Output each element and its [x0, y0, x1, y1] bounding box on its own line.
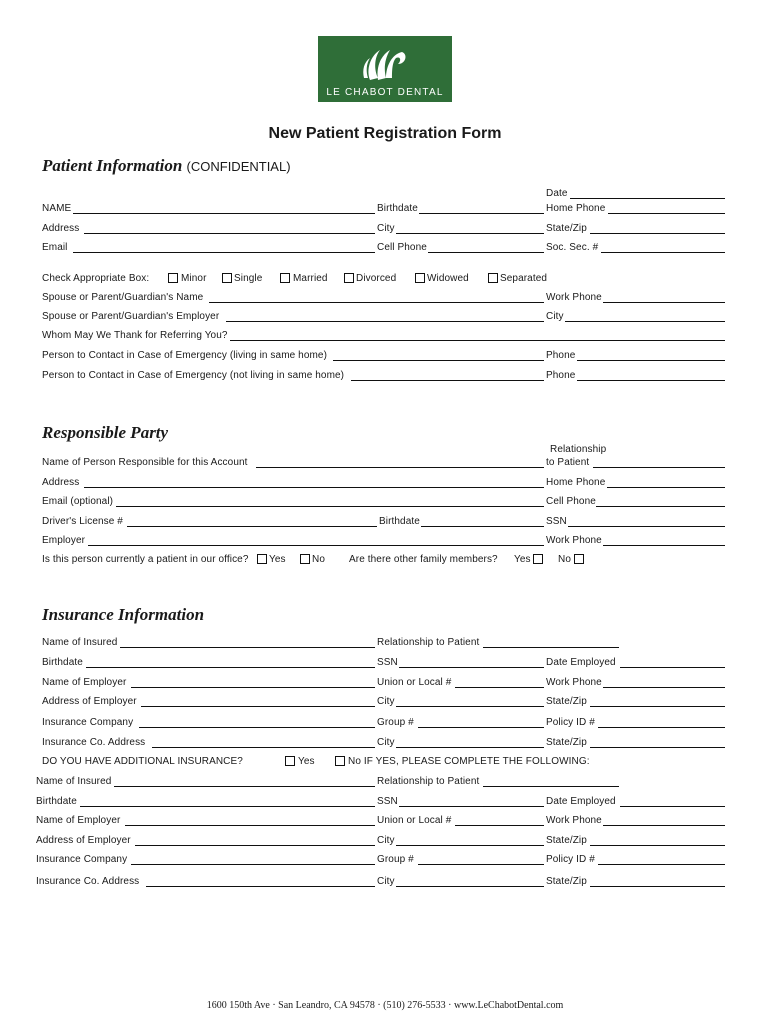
referral-label: Whom May We Thank for Referring You? — [42, 330, 228, 341]
state-zip-field[interactable] — [590, 233, 725, 234]
union-local-label: Union or Local # — [377, 677, 452, 688]
patient-info-heading: Patient Information (CONFIDENTIAL) — [42, 156, 291, 175]
emergency-not-living-phone-field[interactable] — [577, 380, 725, 381]
family-yes-label: Yes — [514, 554, 531, 565]
relationship-to-patient-label: Relationship to Patient — [377, 637, 480, 648]
ins-address-city-label: City — [377, 737, 395, 748]
spouse-name-field[interactable] — [209, 302, 544, 303]
ins-ssn-field[interactable] — [399, 667, 544, 668]
drivers-license-label: Driver's License # — [42, 516, 123, 527]
work-phone-field[interactable] — [603, 302, 725, 303]
widowed-label: Widowed — [427, 273, 469, 284]
date-employed-field[interactable] — [620, 667, 725, 668]
rp-employer-field[interactable] — [88, 545, 544, 546]
separated-checkbox[interactable] — [488, 273, 498, 283]
insurance-address-field[interactable] — [152, 747, 375, 748]
emergency-not-living-phone-label: Phone — [546, 370, 576, 381]
insured-name-field[interactable] — [120, 647, 375, 648]
additional-yes-checkbox[interactable] — [285, 756, 295, 766]
single-checkbox[interactable] — [222, 273, 232, 283]
policy-id-2-field[interactable] — [598, 864, 725, 865]
employer-name-label: Name of Employer — [42, 677, 127, 688]
insured-name-2-label: Name of Insured — [36, 776, 112, 787]
ins-birthdate-label: Birthdate — [42, 657, 83, 668]
cell-phone-field[interactable] — [428, 252, 544, 253]
state-zip-label: State/Zip — [546, 223, 587, 234]
ins-work-phone-2-label: Work Phone — [546, 815, 602, 826]
rp-email-label: Email (optional) — [42, 496, 114, 507]
ins-address-city-2-field[interactable] — [396, 886, 544, 887]
current-patient-yes-checkbox[interactable] — [257, 554, 267, 564]
name-responsible-field[interactable] — [256, 467, 544, 468]
family-members-question: Are there other family members? — [349, 554, 498, 565]
spouse-name-label: Spouse or Parent/Guardian's Name — [42, 292, 204, 303]
ins-address-state-zip-field[interactable] — [590, 747, 725, 748]
rp-cell-phone-label: Cell Phone — [546, 496, 596, 507]
ins-birthdate-2-label: Birthdate — [36, 796, 77, 807]
referral-field[interactable] — [230, 340, 725, 341]
check-box-label: Check Appropriate Box: — [42, 273, 150, 284]
employer-address-label: Address of Employer — [42, 696, 137, 707]
rp-employer-label: Employer — [42, 535, 86, 546]
emergency-living-label: Person to Contact in Case of Emergency (living in same home) — [42, 350, 328, 361]
employer-address-field[interactable] — [141, 706, 375, 707]
employer-address-2-label: Address of Employer — [36, 835, 131, 846]
insurance-company-2-label: Insurance Company — [36, 854, 128, 865]
date-employed-2-field[interactable] — [620, 806, 725, 807]
union-local-field[interactable] — [455, 687, 544, 688]
insurance-company-2-field[interactable] — [131, 864, 375, 865]
rp-work-phone-label: Work Phone — [546, 535, 602, 546]
union-local-2-field[interactable] — [455, 825, 544, 826]
divorced-label: Divorced — [356, 273, 397, 284]
form-title: New Patient Registration Form — [268, 125, 502, 142]
logo-text: LE CHABOT DENTAL — [326, 87, 444, 98]
rp-birthdate-label: Birthdate — [379, 516, 420, 527]
city-field[interactable] — [396, 233, 544, 234]
ins-ssn-label: SSN — [377, 657, 398, 668]
ins-birthdate-field[interactable] — [86, 667, 375, 668]
date-field[interactable] — [570, 198, 725, 199]
group-label: Group # — [377, 717, 414, 728]
single-label: Single — [234, 273, 263, 284]
ins-address-state-zip-2-field[interactable] — [590, 886, 725, 887]
name-responsible-label: Name of Person Responsible for this Account — [42, 457, 248, 468]
drivers-license-field[interactable] — [127, 526, 377, 527]
emergency-not-living-label: Person to Contact in Case of Emergency (not living in same home) — [42, 370, 345, 381]
ins-ssn-2-field[interactable] — [399, 806, 544, 807]
insured-name-label: Name of Insured — [42, 637, 118, 648]
confidential-note: (CONFIDENTIAL) — [186, 159, 291, 174]
birthdate-field[interactable] — [419, 213, 544, 214]
relationship-field[interactable] — [593, 467, 725, 468]
clinic-logo — [318, 36, 452, 102]
spouse-employer-label: Spouse or Parent/Guardian's Employer — [42, 311, 220, 322]
relationship-to-patient-2-field[interactable] — [483, 786, 619, 787]
spouse-employer-field[interactable] — [226, 321, 544, 322]
responsible-party-heading: Responsible Party — [42, 423, 169, 442]
ins-city-label: City — [377, 696, 395, 707]
relationship-label-line2: to Patient — [546, 457, 590, 468]
rp-birthdate-field[interactable] — [421, 526, 544, 527]
ins-address-state-zip-label: State/Zip — [546, 737, 587, 748]
insurance-heading: Insurance Information — [42, 605, 205, 624]
ins-address-city-2-label: City — [377, 876, 395, 887]
minor-checkbox[interactable] — [168, 273, 178, 283]
home-phone-label: Home Phone — [546, 203, 606, 214]
family-no-checkbox[interactable] — [574, 554, 584, 564]
city-label: City — [377, 223, 395, 234]
rp-cell-phone-field[interactable] — [596, 506, 725, 507]
footer-address: 1600 150th Ave · San Leandro, CA 94578 · (510) 276-5533 · www.LeChabotDental.com — [206, 1000, 564, 1011]
current-patient-no-label: No — [312, 554, 325, 565]
date-label: Date — [546, 188, 568, 199]
ins-birthdate-2-field[interactable] — [80, 806, 375, 807]
employer-city-label: City — [546, 311, 564, 322]
current-patient-no-checkbox[interactable] — [300, 554, 310, 564]
rp-ssn-label: SSN — [546, 516, 567, 527]
employer-name-field[interactable] — [131, 687, 375, 688]
additional-no-checkbox[interactable] — [335, 756, 345, 766]
group-2-field[interactable] — [418, 864, 544, 865]
email-label: Email — [42, 242, 68, 253]
relationship-label-line1: Relationship — [550, 444, 607, 455]
family-no-label: No — [558, 554, 571, 565]
employer-name-2-label: Name of Employer — [36, 815, 121, 826]
cell-phone-label: Cell Phone — [377, 242, 427, 253]
rp-work-phone-field[interactable] — [603, 545, 725, 546]
rp-home-phone-field[interactable] — [607, 487, 725, 488]
additional-insurance-question: DO YOU HAVE ADDITIONAL INSURANCE? — [42, 756, 243, 767]
rp-address-label: Address — [42, 477, 80, 488]
emergency-living-field[interactable] — [333, 360, 544, 361]
relationship-to-patient-2-label: Relationship to Patient — [377, 776, 480, 787]
additional-yes-label: Yes — [298, 756, 315, 767]
rp-address-field[interactable] — [84, 487, 544, 488]
policy-id-label: Policy ID # — [546, 717, 595, 728]
policy-id-2-label: Policy ID # — [546, 854, 595, 865]
rp-home-phone-label: Home Phone — [546, 477, 606, 488]
insurance-address-2-field[interactable] — [146, 886, 375, 887]
current-patient-question: Is this person currently a patient in our office? — [42, 554, 249, 565]
ins-state-zip-label: State/Zip — [546, 696, 587, 707]
ins-state-zip-2-field[interactable] — [590, 845, 725, 846]
ins-work-phone-2-field[interactable] — [603, 825, 725, 826]
insurance-address-2-label: Insurance Co. Address — [36, 876, 140, 887]
ins-city-field[interactable] — [396, 706, 544, 707]
separated-label: Separated — [500, 273, 548, 284]
insurance-company-field[interactable] — [139, 727, 375, 728]
married-checkbox[interactable] — [280, 273, 290, 283]
address-label: Address — [42, 223, 80, 234]
divorced-checkbox[interactable] — [344, 273, 354, 283]
current-patient-yes-label: Yes — [269, 554, 286, 565]
ins-state-zip-field[interactable] — [590, 706, 725, 707]
home-phone-field[interactable] — [608, 213, 725, 214]
widowed-checkbox[interactable] — [415, 273, 425, 283]
minor-label: Minor — [181, 273, 207, 284]
emergency-not-living-field[interactable] — [351, 380, 544, 381]
ins-address-city-field[interactable] — [396, 747, 544, 748]
insured-name-2-field[interactable] — [114, 786, 375, 787]
employer-name-2-field[interactable] — [125, 825, 375, 826]
ins-work-phone-field[interactable] — [603, 687, 725, 688]
ins-state-zip-2-label: State/Zip — [546, 835, 587, 846]
insurance-address-label: Insurance Co. Address — [42, 737, 146, 748]
employer-address-2-field[interactable] — [135, 845, 375, 846]
relationship-to-patient-field[interactable] — [483, 647, 619, 648]
ins-work-phone-label: Work Phone — [546, 677, 602, 688]
address-field[interactable] — [84, 233, 375, 234]
emergency-living-phone-label: Phone — [546, 350, 576, 361]
date-employed-2-label: Date Employed — [546, 796, 616, 807]
ins-city-2-field[interactable] — [396, 845, 544, 846]
ins-ssn-2-label: SSN — [377, 796, 398, 807]
wave-icon — [358, 42, 412, 84]
emergency-living-phone-field[interactable] — [577, 360, 725, 361]
ins-city-2-label: City — [377, 835, 395, 846]
ins-address-state-zip-2-label: State/Zip — [546, 876, 587, 887]
rp-ssn-field[interactable] — [568, 526, 725, 527]
union-local-2-label: Union or Local # — [377, 815, 452, 826]
family-yes-checkbox[interactable] — [533, 554, 543, 564]
rp-email-field[interactable] — [116, 506, 544, 507]
birthdate-label: Birthdate — [377, 203, 418, 214]
policy-id-field[interactable] — [598, 727, 725, 728]
soc-sec-label: Soc. Sec. # — [546, 242, 599, 253]
additional-no-label: No IF YES, PLEASE COMPLETE THE FOLLOWING: — [348, 756, 590, 767]
name-field[interactable] — [73, 213, 375, 214]
employer-city-field[interactable] — [565, 321, 725, 322]
group-field[interactable] — [418, 727, 544, 728]
soc-sec-field[interactable] — [601, 252, 725, 253]
insurance-company-label: Insurance Company — [42, 717, 134, 728]
email-field[interactable] — [73, 252, 375, 253]
married-label: Married — [293, 273, 328, 284]
name-label: NAME — [42, 203, 72, 214]
group-2-label: Group # — [377, 854, 414, 865]
work-phone-label: Work Phone — [546, 292, 602, 303]
date-employed-label: Date Employed — [546, 657, 616, 668]
